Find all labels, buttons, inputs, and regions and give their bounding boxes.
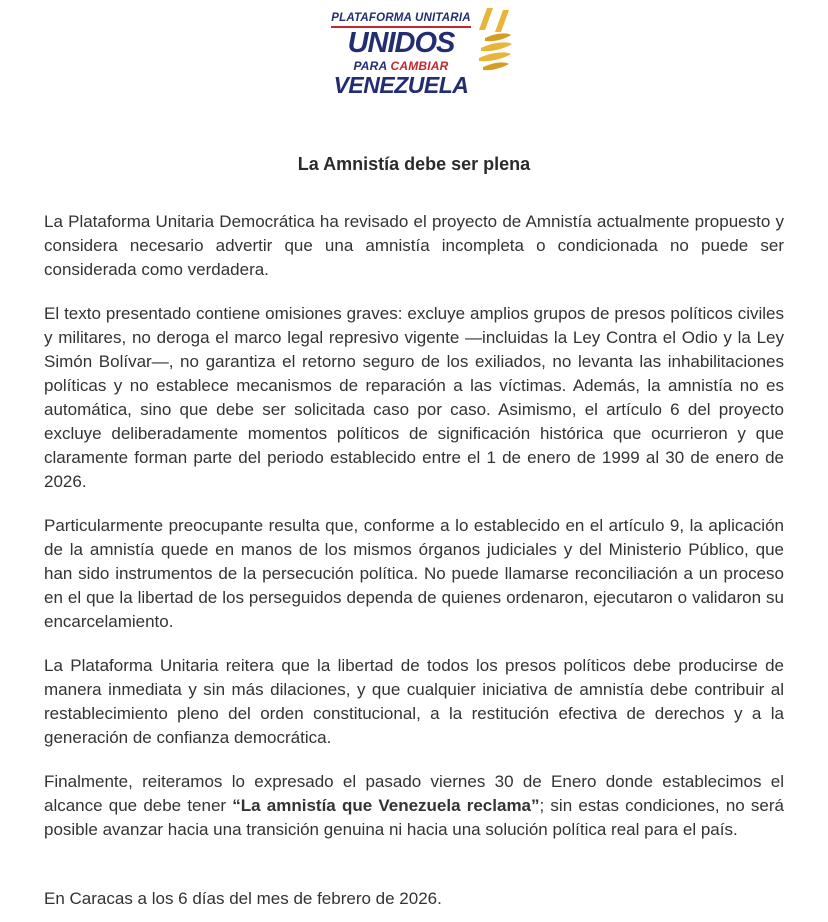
logo-plataforma-text: PLATAFORMA UNITARIA bbox=[331, 12, 470, 28]
logo bbox=[0, 0, 828, 98]
paragraph-1: La Plataforma Unitaria Democrática ha revisado el proyecto de Amnistía actualmente propuesto y considera necesario advertir que una amnistía incompleta o condicionada no puede ser considerada como verdadera. bbox=[44, 212, 784, 279]
logo-venezuela-text: VENEZUELA bbox=[333, 72, 469, 98]
logo-lockup bbox=[331, 8, 496, 97]
logo-para-text: PARA bbox=[353, 59, 391, 73]
closing-date-line: En Caracas a los 6 días del mes de febrero de 2026. bbox=[44, 889, 442, 908]
paragraph-5-post: ; sin estas condiciones, no será posible avanzar hacia una transición genuina ni hacia una solución política real para el país. bbox=[44, 796, 784, 839]
document-title: La Amnistía debe ser plena bbox=[297, 154, 531, 174]
unity-hand-strokes-icon bbox=[471, 6, 513, 74]
paragraph-5 bbox=[44, 770, 784, 842]
paragraph-4: La Plataforma Unitaria reitera que la libertad de todos los presos políticos debe producirse de manera inmediata y sin más dilaciones, y que cualquier iniciativa de amnistía debe contribuir al restablecimiento pleno del orden constitucional, a la restitución efectiva de derechos y a la generación de confianza democrática. bbox=[44, 656, 784, 747]
document-body bbox=[0, 152, 828, 911]
logo-plataforma-unitaria bbox=[331, 8, 470, 28]
logo-para-cambiar-row bbox=[331, 59, 470, 73]
logo-cambiar-text: CAMBIAR bbox=[390, 59, 449, 73]
logo-unidos-text: UNIDOS bbox=[347, 27, 455, 59]
paragraph-5-bold-quote: “La amnistía que Venezuela reclama” bbox=[232, 796, 540, 815]
paragraph-5-pre: Finalmente, reiteramos lo expresado el pasado viernes 30 de Enero donde establecimos el alcance que debe tener bbox=[44, 772, 784, 815]
paragraph-3: Particularmente preocupante resulta que, conforme a lo establecido en el artículo 9, la aplicación de la amnistía quede en manos de los mismos órganos judiciales y del Ministerio Público, que han sido instrumentos de la persecución política. No puede llamarse reconciliación a un proceso en el que la libertad de los perseguidos dependa de quienes ordenaron, ejecutaron o validaron su encarcelamiento. bbox=[44, 516, 784, 631]
paragraph-2: El texto presentado contiene omisiones graves: excluye amplios grupos de presos políticos civiles y militares, no deroga el marco legal represivo vigente —incluidas la Ley Contra el Odio y la Ley Simón Bolívar—, no garantiza el retorno seguro de los exiliados, no levanta las inhabilitaciones políticas y no establece mecanismos de reparación a las víctimas. Además, la amnistía no es automática, sino que debe ser solicitada caso por caso. Asimismo, el artículo 6 del proyecto excluye deliberadamente momentos políticos de significación histórica que ocurrieron y que claramente forman parte del periodo establecido entre el 1 de enero de 1999 al 30 de enero de 2026. bbox=[44, 304, 784, 491]
